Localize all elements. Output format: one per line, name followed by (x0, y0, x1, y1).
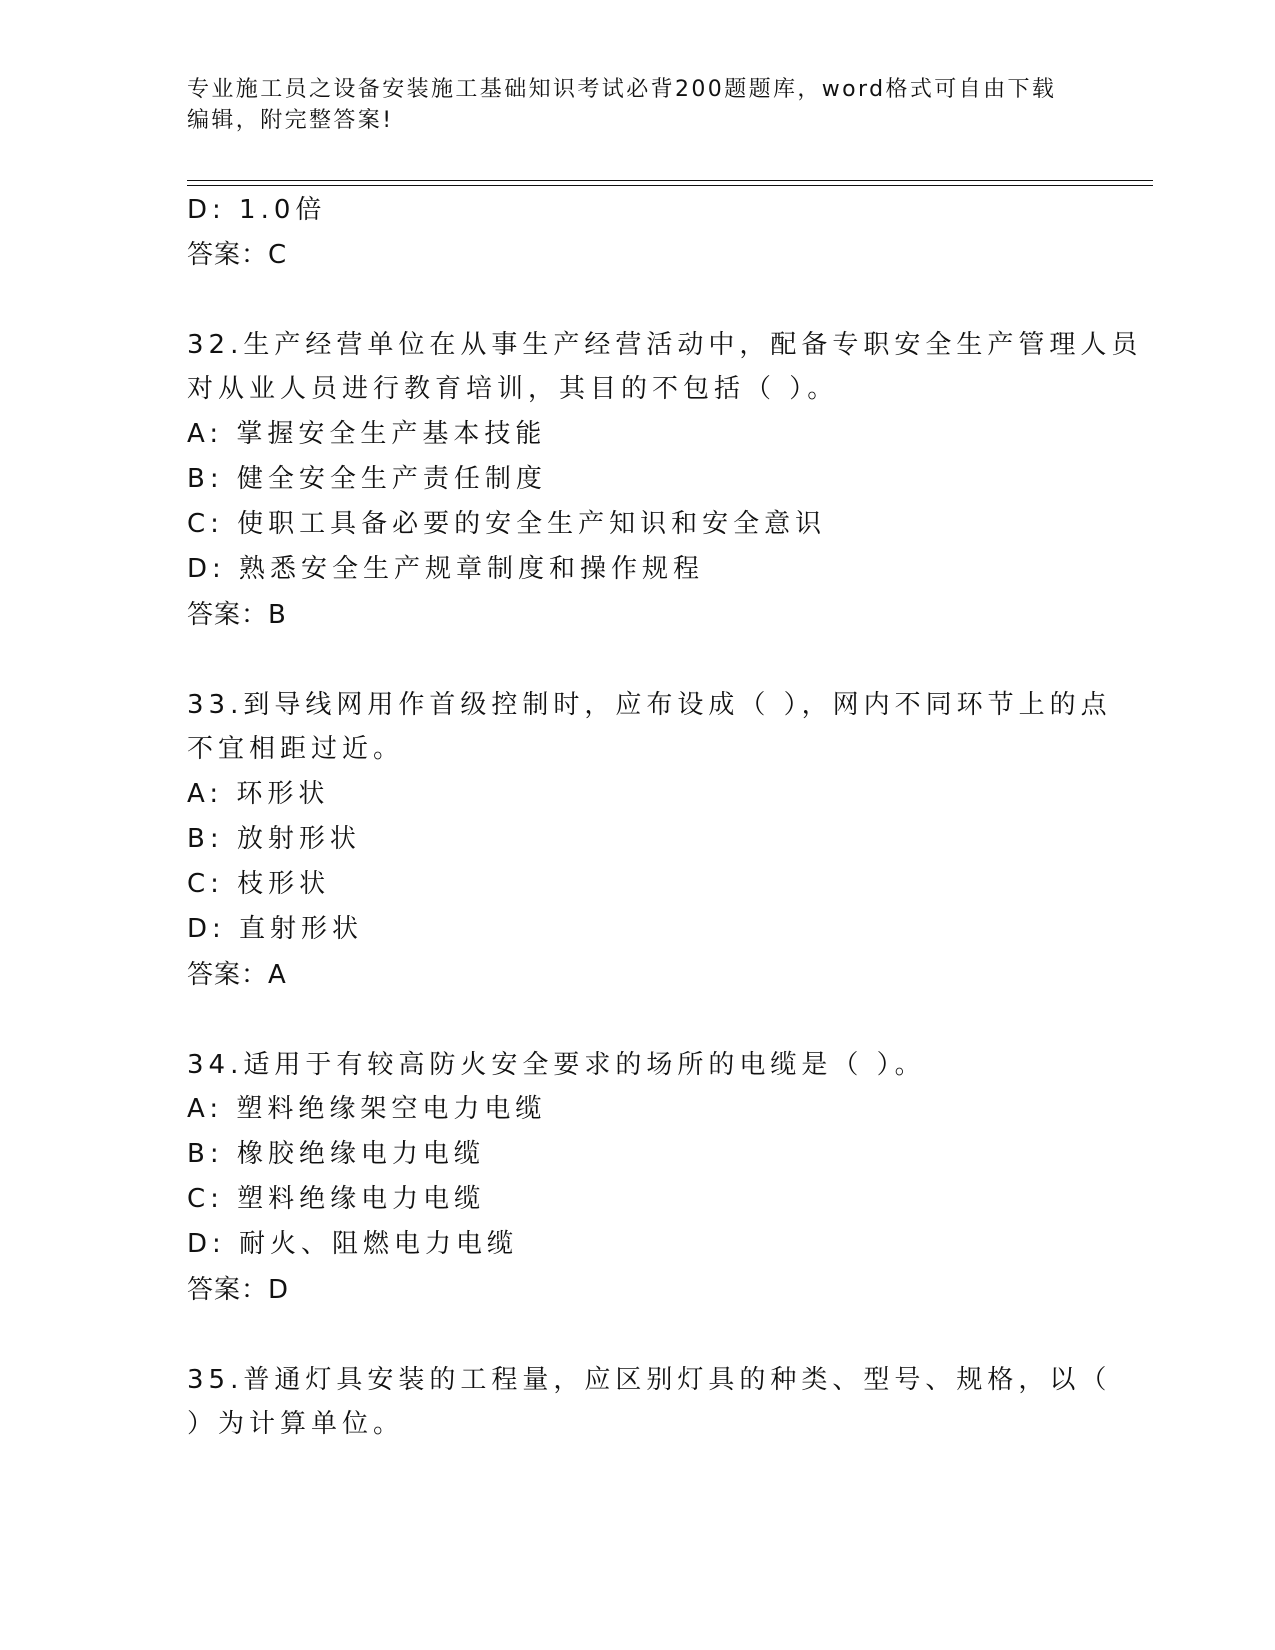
q33-stem-line-1: 33.到导线网用作首级控制时，应布设成（ ），网内不同环节上的点 (187, 690, 1112, 720)
header-divider-top (187, 180, 1153, 181)
q35-stem-line-2: ）为计算单位。 (187, 1409, 405, 1439)
prev-answer: 答案：C (187, 240, 288, 270)
header-title-line-2: 编辑，附完整答案! (187, 108, 394, 133)
q32-option-b: B: 健全安全生产责任制度 (187, 464, 547, 494)
q34-option-a: A: 塑料绝缘架空电力电缆 (187, 1094, 547, 1124)
q34-stem-line-1: 34.适用于有较高防火安全要求的场所的电缆是（ ）。 (187, 1050, 926, 1080)
q32-stem-line-1: 32.生产经营单位在从事生产经营活动中，配备专职安全生产管理人员 (187, 330, 1143, 360)
q35-stem-line-1: 35.普通灯具安装的工程量，应区别灯具的种类、型号、规格，以（ (187, 1365, 1112, 1395)
q32-answer: 答案：B (187, 600, 287, 630)
q32-stem-line-2: 对从业人员进行教育培训，其目的不包括（ ）。 (187, 374, 839, 404)
q32-option-c: C: 使职工具备必要的安全生产知识和安全意识 (187, 509, 827, 539)
q34-answer: 答案：D (187, 1275, 290, 1305)
header-divider-bottom (187, 185, 1153, 186)
q33-stem-line-2: 不宜相距过近。 (187, 734, 405, 764)
q34-option-d: D: 耐火、阻燃电力电缆 (187, 1229, 519, 1259)
q33-option-c: C: 枝形状 (187, 869, 331, 899)
q32-option-d: D: 熟悉安全生产规章制度和操作规程 (187, 554, 705, 584)
q33-option-b: B: 放射形状 (187, 824, 361, 854)
q33-answer: 答案：A (187, 960, 287, 990)
prev-option-d: D: 1.0倍 (187, 195, 327, 225)
q34-option-b: B: 橡胶绝缘电力电缆 (187, 1139, 485, 1169)
q33-option-d: D: 直射形状 (187, 914, 364, 944)
q32-option-a: A: 掌握安全生产基本技能 (187, 419, 547, 449)
q33-option-a: A: 环形状 (187, 779, 330, 809)
header-title-line-1: 专业施工员之设备安装施工基础知识考试必背200题题库，word格式可自由下载 (187, 77, 1057, 102)
document-header (187, 74, 1087, 136)
q34-option-c: C: 塑料绝缘电力电缆 (187, 1184, 486, 1214)
